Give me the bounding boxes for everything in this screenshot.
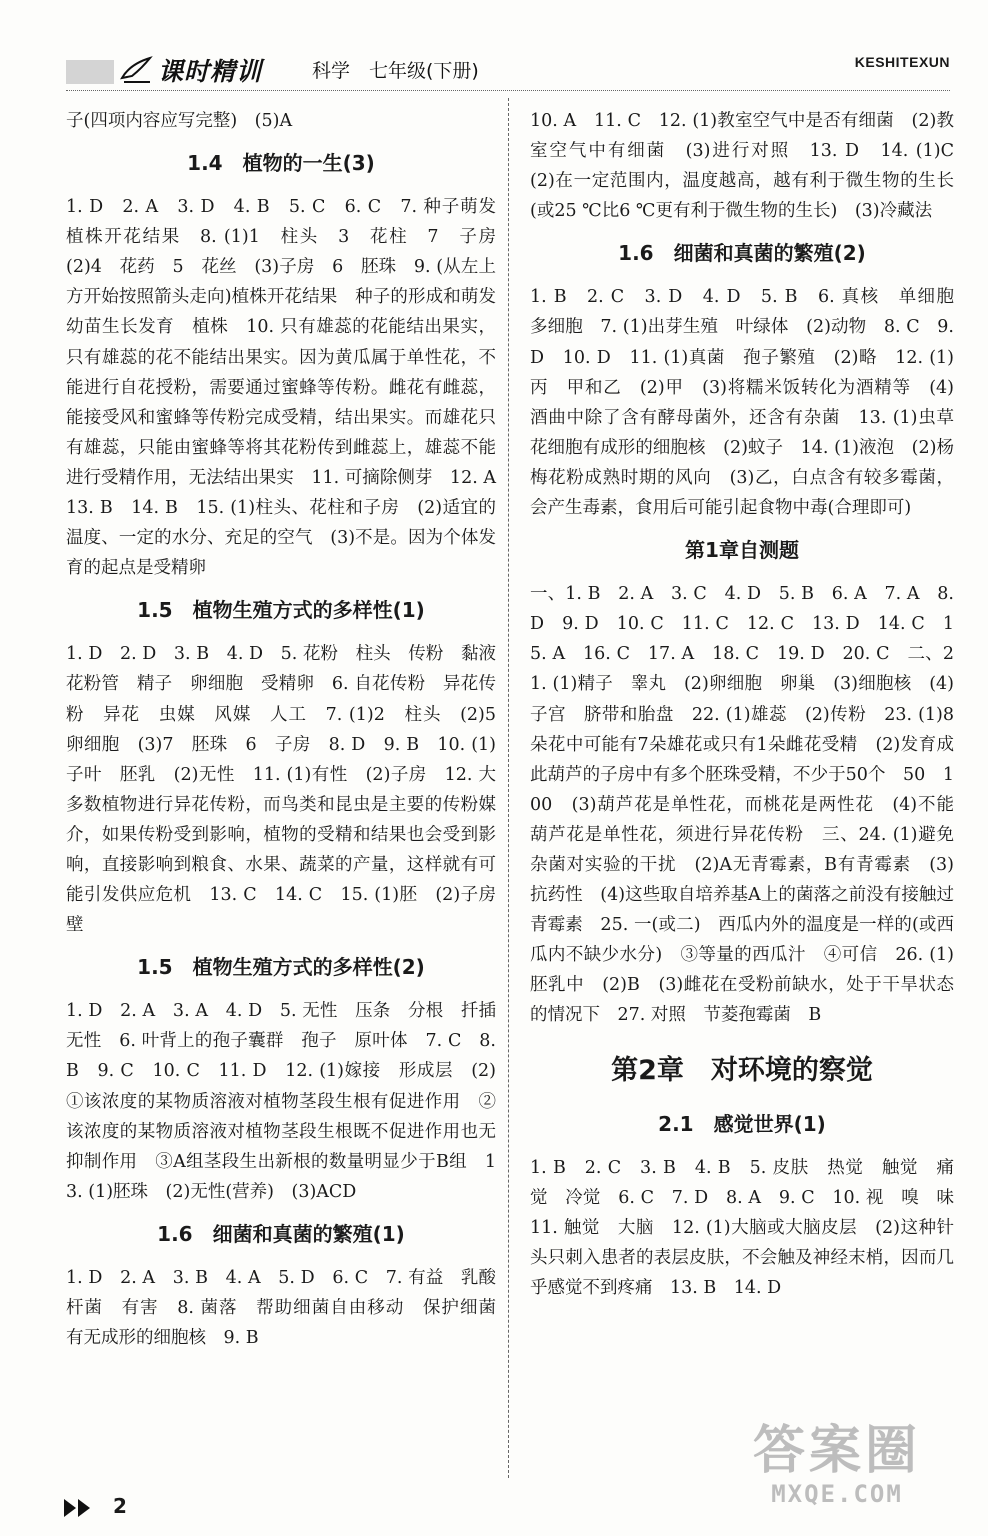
page-header [66,52,950,88]
section-title: 1.6 细菌和真菌的繁殖(1) [157,1221,405,1246]
left-column [66,106,514,1353]
header-gray-box [66,60,114,84]
page-number: 2 [112,1494,127,1518]
section-title: 1.6 细菌和真菌的繁殖(2) [618,241,866,266]
double-chevron-icon [62,1497,96,1519]
watermark-logo: 答案圈 [752,1421,921,1481]
watermark [722,1422,952,1522]
header-divider [66,90,950,91]
section-title: 第1章自测题 [685,538,799,563]
section-answers: 1. D 2. D 3. B 4. D 5. 花粉 柱头 传粉 黏液 花粉管 精子 卵细胞 受精卵 6. 自花传粉 异花传粉 异花 虫媒 风媒 人工 7. (1)2 柱头 (2)5 卵细胞 (3)7 胚珠 6 子房 8. D 9. B 10. (1)子叶 胚乳 (2)无性 11. (1)有性 (2)子房 12. 大多数植物进行异花传粉，而鸟类和昆虫是主要的传粉媒介，如果传粉受到影响，植物的受精和结果也会受到影响，直接影响到粮食、水果、蔬菜的产量，这样就有可能引发供应危机 13. C 14. C 15. (1)胚 (2)子房壁 [66,644,514,936]
right-intro: 10. A 11. C 12. (1)教室空气中是否有细菌 (2)教室空气中有细菌 (3)进行对照 13. D 14. (1)C (2)在一定范围内，温度越高，越有利于微生物的生长(或25 ℃比6 ℃更有利于微生物的生长) (3)冷藏法 [530,111,972,222]
chapter-title: 第2章 对环境的察觉 [611,1054,873,1086]
section-answers: 一、1. B 2. A 3. C 4. D 5. B 6. A 7. A 8. D 9. D 10. C 11. C 12. C 13. D 14. C 15. A 16. C 17. A 18. C 19. D 20. C 二、21. (1)精子 睾丸 (2)卵细胞 卵巢 (3)细胞核 (4)子宫 脐带和胎盘 22. (1)雄蕊 (2)传粉 23. (1)8朵花中可能有7朵雄花或只有1朵雌花受精 (2)发育成此葫芦的子房中有多个胚珠受精，不少于50个 50 100 (3)葫芦花是单性花，而桃花是两性花 (4)不能 葫芦花是单性花，须进行异花传粉 三、24. (1)避免杂菌对实验的干扰 (2)A无青霉素，B有青霉素 (3)抗药性 (4)这些取自培养基A上的菌落之前没有接触过青霉素 25. 一(或二) 西瓜内外的温度是一样的(或西瓜内不缺少水分) ③等量的西瓜汁 ④可信 26. (1)胚乳中 (2)B (3)雌花在受粉前缺水，处于干旱状态的情况下 27. 对照 节菱孢霉菌 B [530,584,972,1026]
left-intro: 子(四项内容应写完整) (5)A [66,111,293,131]
section-answers: 1. B 2. C 3. D 4. D 5. B 6. 真核 单细胞 多细胞 7. (1)出芽生殖 叶绿体 (2)动物 8. C 9. D 10. D 11. (1)真菌 孢子繁殖 (2)略 12. (1)丙 甲和乙 (2)甲 (3)将糯米饭转化为酒精等 (4)酒曲中除了含有酵母菌外，还含有杂菌 13. (1)虫草花细胞有成形的细胞核 (2)蚊子 14. (1)液泡 (2)杨梅花粉成熟时期的风向 (3)乙，白点含有较多霉菌，会产生毒素，食用后可能引起食物中毒(合理即可) [530,287,972,519]
header-brand: KESHITEXUN [854,54,950,70]
pen-logo-icon [120,54,154,84]
right-column [530,106,972,1303]
watermark-url: MXQE.COM [771,1480,903,1508]
section-title: 1.5 植物生殖方式的多样性(1) [137,598,425,623]
header-subject: 科学 七年级(下册) [312,60,479,82]
section-answers: 1. B 2. C 3. B 4. B 5. 皮肤 热觉 触觉 痛觉 冷觉 6. C 7. D 8. A 9. C 10. 视 嗅 味 11. 触觉 大脑 12. (1)大脑或大脑皮层 (2)这种针头只刺入患者的表层皮肤，不会触及神经末梢，因而几乎感觉不到疼痛 13. B 14. D [530,1157,972,1298]
section-title: 1.4 植物的一生(3) [187,151,375,176]
section-title: 1.5 植物生殖方式的多样性(2) [137,955,425,980]
section-answers: 1. D 2. A 3. A 4. D 5. 无性 压条 分根 扦插 无性 6. 叶背上的孢子囊群 孢子 原叶体 7. C 8. B 9. C 10. C 11. D 12. (1)嫁接 形成层 (2)①该浓度的某物质溶液对植物茎段生根有促进作用 ②该浓度的某物质溶液对植物茎段生根既不促进作用也无抑制作用 ③A组茎段生出新根的数量明显少于B组 13. (1)胚珠 (2)无性(营养) (3)ACD [66,1001,514,1202]
header-logo-text: 课时精训 [158,57,263,86]
section-answers: 1. D 2. A 3. D 4. B 5. C 6. C 7. 种子萌发 植株开花结果 8. (1)1 柱头 3 花柱 7 子房 (2)4 花药 5 花丝 (3)子房 6 胚珠 9. (从左上方开始按照箭头走向)植株开花结果 种子的形成和萌发 幼苗生长发育 植株 10. 只有雄蕊的花能结出果实，只有雄蕊的花不能结出果实。因为黄瓜属于单性花，不能进行自花授粉，需要通过蜜蜂等传粉。雌花有雌蕊，能接受风和蜜蜂等传粉完成受精，结出果实。而雄花只有雄蕊，只能由蜜蜂等将其花粉传到雌蕊上，雄蕊不能进行受精作用，无法结出果实 11. 可摘除侧芽 12. A 13. B 14. B 15. (1)柱头、花柱和子房 (2)适宜的温度、一定的水分、充足的空气 (3)不是。因为个体发育的起点是受精卵 [66,197,514,579]
section-title: 2.1 感觉世界(1) [658,1111,826,1136]
page-footer [62,1494,127,1519]
section-answers: 1. D 2. A 3. B 4. A 5. D 6. C 7. 有益 乳酸杆菌 有害 8. 菌落 帮助细菌自由移动 保护细菌 有无成形的细胞核 9. B [66,1267,514,1349]
